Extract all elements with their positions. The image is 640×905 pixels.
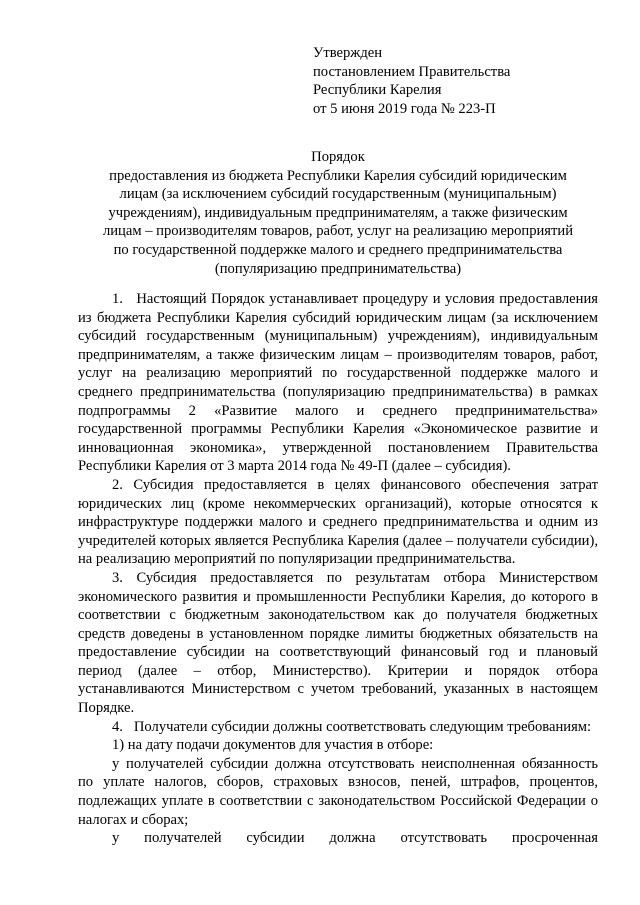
approval-line: Утвержден xyxy=(313,45,383,61)
document-title xyxy=(78,148,598,278)
paragraph-3: 3. Субсидия предоставляется по результатам отбора Министерством экономического развития и промышленности Республики Карелия, до которого в соответствии с бюджетным законодательством как до получателя бюджетных средств доведены в установленном порядке лимиты бюджетных обязательств на предоставление субсидии на соответствующий финансовый год и плановый период (далее – отбор, Министерство). Критерии и порядок отбора устанавливаются Министерством с учетом требований, указанных в настоящем Порядке. xyxy=(78,569,598,717)
paragraph-4: 4. Получатели субсидии должны соответствовать следующим требованиям: xyxy=(112,718,592,735)
approval-stamp xyxy=(313,44,613,118)
paragraph-1: 1. Настоящий Порядок устанавливает процедуру и условия предоставления из бюджета Республики Карелия субсидий юридическим лицам (за исключением субсидий государственным (муниципальным) учреждениям), индивидуальным предпринимателям, а также физическим лицам – производителям товаров, работ, услуг на реализацию мероприятий по государственной поддержке малого и среднего предпринимательства (популяризацию предпринимательства) в рамках подпрограммы 2 «Развитие малого и среднего предпринимательства» государственной программы Республики Карелия «Экономическое развитие и инновационная экономика», утвержденной постановлением Правительства Республики Карелия от 3 марта 2014 года № 49-П (далее – субсидия). xyxy=(78,291,598,475)
title-line: по государственной поддержке малого и среднего предпринимательства xyxy=(113,241,563,258)
title-line: (популяризацию предпринимательства) xyxy=(214,260,462,277)
paragraph-4-1: 1) на дату подачи документов для участия в отборе: xyxy=(112,737,434,754)
title-line: лицам – производителям товаров, работ, услуг на реализацию мероприятий xyxy=(102,223,574,240)
paragraph-requirement-overdue: у получателей субсидии должна отсутствовать просроченная xyxy=(112,830,598,847)
approval-line: постановлением Правительства xyxy=(313,63,511,80)
title-heading: Порядок xyxy=(311,149,365,165)
approval-line: Республики Карелия xyxy=(313,82,442,99)
approval-line: от 5 июня 2019 года № 223-П xyxy=(313,100,496,117)
title-line: лицам (за исключением субсидий государственным (муниципальным) xyxy=(119,186,557,203)
title-line: предоставления из бюджета Республики Карелия субсидий юридическим xyxy=(109,167,567,184)
title-line: учреждениям), индивидуальным предпринимателям, а также физическим xyxy=(108,204,568,221)
paragraph-2: 2. Субсидия предоставляется в целях финансового обеспечения затрат юридических лиц (кроме некоммерческих организаций), которые относятся к инфраструктуре поддержки малого и среднего предпринимательства и одним из учредителей которых является Республика Карелия (далее – получатели субсидии), на реализацию мероприятий по популяризации предпринимательства. xyxy=(78,476,598,568)
document-body xyxy=(78,290,598,848)
paragraph-requirement-taxes: у получателей субсидии должна отсутствовать неисполненная обязанность по уплате налогов, сборов, страховых взносов, пеней, штрафов, процентов, подлежащих уплате в соответствии с законодательством Российской Федерации о налогах и сборах; xyxy=(78,755,598,828)
